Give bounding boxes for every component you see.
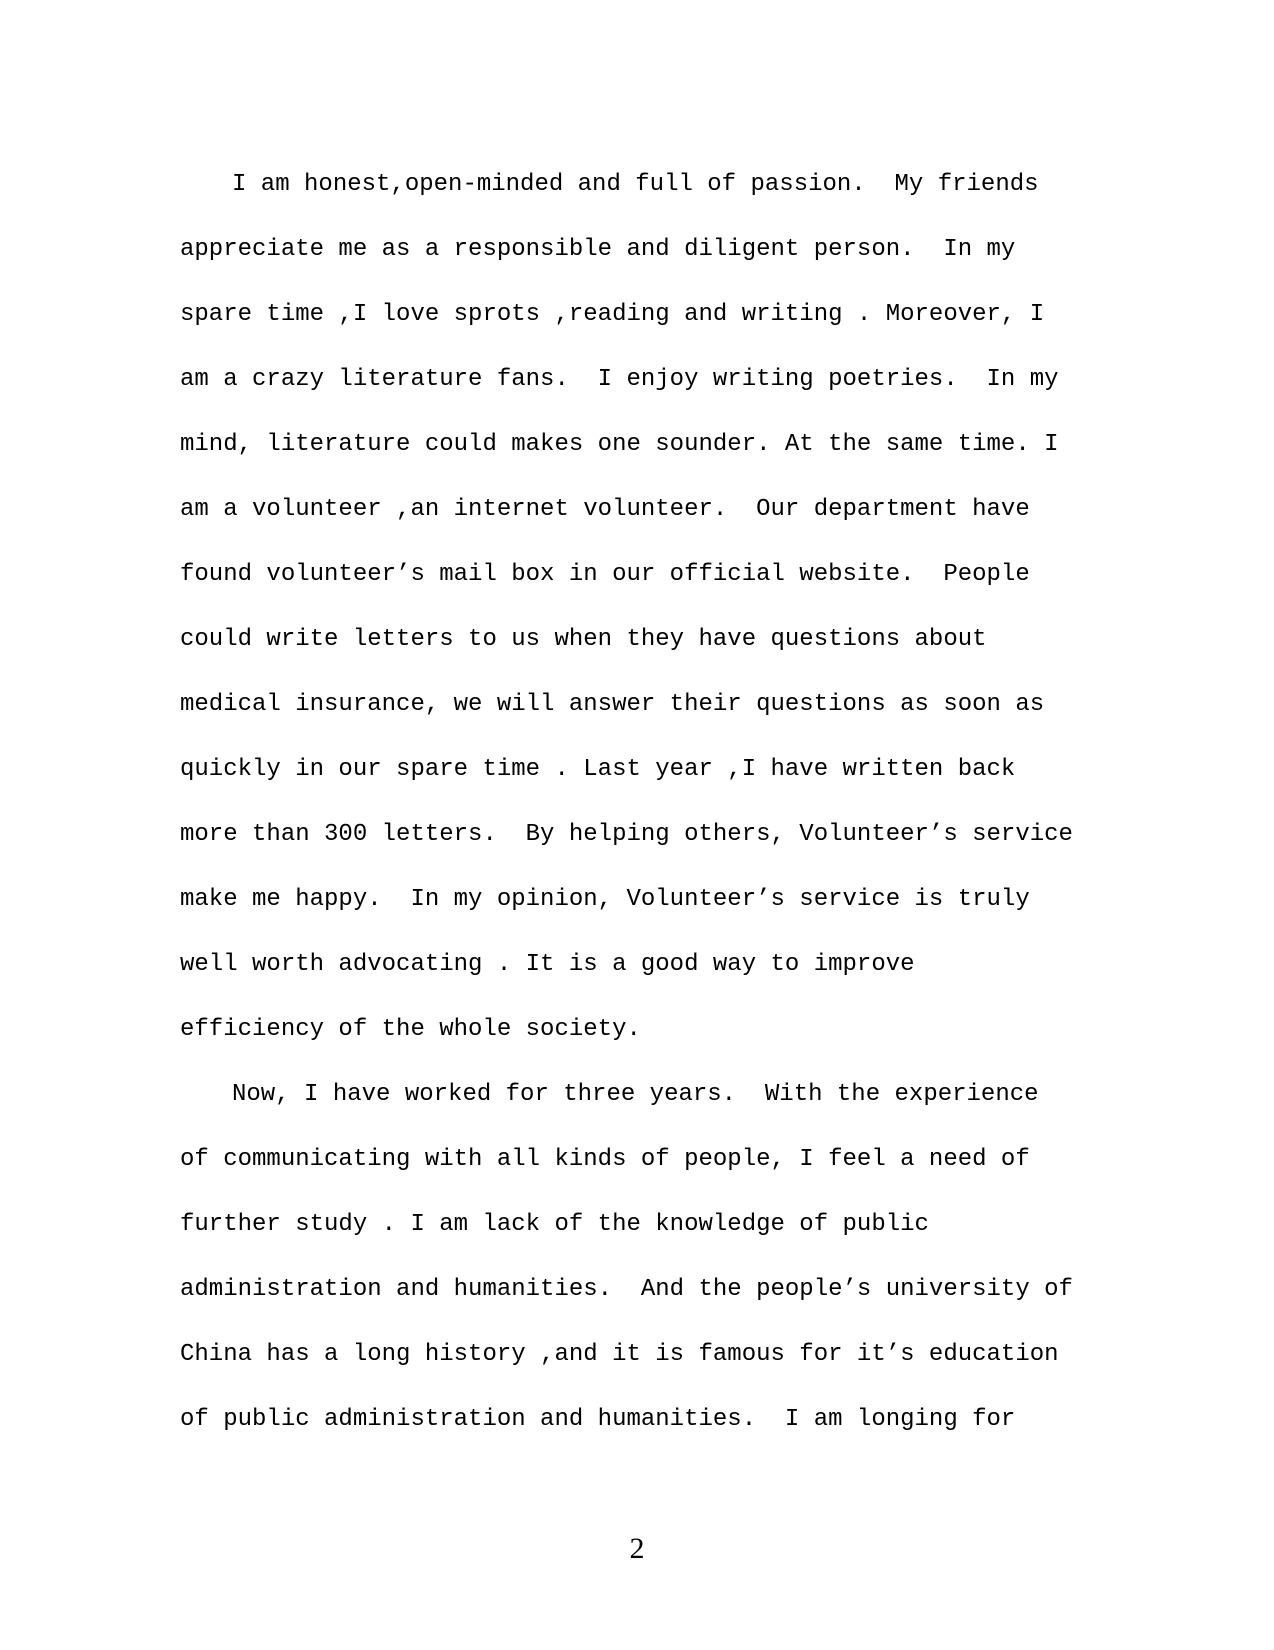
text-line: more than 300 letters. By helping others, Volunteer’s service [180,821,1073,848]
text-line: Now, I have worked for three years. With the experience [232,1081,1039,1108]
text-line: further study . I am lack of the knowledge of public [180,1211,929,1238]
text-line: I am honest,open-minded and full of passion. My friends [232,171,1039,198]
text-line: well worth advocating . It is a good way to improve [180,951,915,978]
text-line: mind, literature could makes one sounder. At the same time. I [180,431,1059,458]
text-line: of communicating with all kinds of people, I feel a need of [180,1146,1030,1173]
text-line: appreciate me as a responsible and diligent person. In my [180,236,1016,263]
text-line: found volunteer’s mail box in our official website. People [180,561,1030,588]
paragraph [180,1062,1214,1452]
text-line: medical insurance, we will answer their questions as soon as [180,691,1045,718]
text-line: spare time ,I love sprots ,reading and writing . Moreover, I [180,301,1045,328]
text-line: administration and humanities. And the people’s university of [180,1276,1073,1303]
page-footer [0,1532,1274,1566]
text-line: of public administration and humanities. I am longing for [180,1406,1016,1433]
text-line: am a volunteer ,an internet volunteer. Our department have [180,496,1030,523]
text-line: quickly in our spare time . Last year ,I have written back [180,756,1016,783]
text-line: China has a long history ,and it is famous for it’s education [180,1341,1059,1368]
text-line: could write letters to us when they have questions about [180,626,987,653]
paragraph [180,152,1214,1062]
text-line: efficiency of the whole society. [180,1016,641,1043]
page-number: 2 [629,1532,645,1565]
text-line: make me happy. In my opinion, Volunteer’s service is truly [180,886,1030,913]
text-line: am a crazy literature fans. I enjoy writing poetries. In my [180,366,1059,393]
body-text [180,152,1214,1452]
